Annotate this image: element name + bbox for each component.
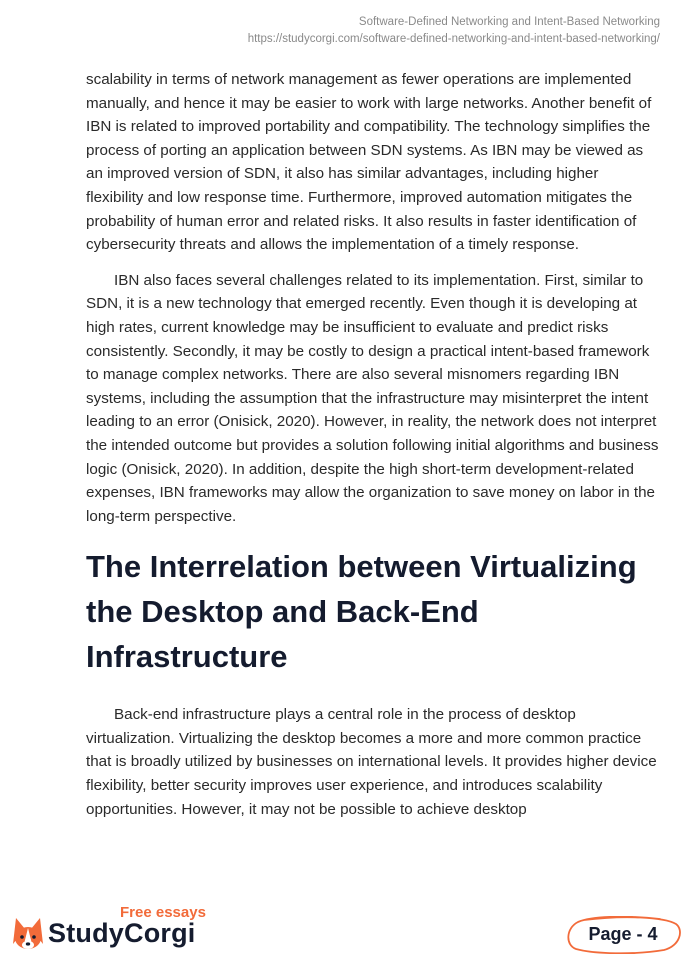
section-heading: The Interrelation between Virtualizing the Desktop and Back-End Infrastructure: [86, 549, 637, 675]
document-title: Software-Defined Networking and Intent-Based Networking: [358, 16, 660, 28]
corgi-icon: [10, 914, 46, 950]
logo-brand: StudyCorgi: [48, 918, 196, 948]
page-number-badge: [564, 916, 682, 954]
paragraph-2: IBN also faces several challenges related to its implementation. First, similar to SDN, it is a new technology that emerged recently. Even though it is developing at high rates, current knowledge may be insufficient to evaluate and predict risks consistently. Secondly, it may be costly to design a practical intent-based framework to manage complex networks. There are also several misnomers regarding IBN systems, including the assumption that the infrastructure may misinterpret the intent leading to an error (Onisick, 2020). However, in reality, the network does not interpret the intended outcome but provides a solution following initial algorithms and business logic (Onisick, 2020). In addition, despite the high short-term development-related expenses, IBN frameworks may allow the organization to save money on labor in the long-term perspective.: [86, 271, 659, 525]
page-number-label: Page - 4: [588, 924, 658, 944]
page-header: [248, 14, 660, 48]
studycorgi-logo[interactable]: [10, 894, 240, 954]
page-footer: [0, 894, 698, 964]
document-url[interactable]: https://studycorgi.com/software-defined-networking-and-intent-based-networking/: [247, 33, 660, 45]
document-body: [86, 68, 660, 833]
paragraph-3: Back-end infrastructure plays a central role in the process of desktop virtualization. Virtualizing the desktop becomes a more and more common practice that is broadly utilized by businesses on international levels. It provides higher device flexibility, better security improves user experience, and introduces scalability opportunities. However, it may not be possible to achieve desktop: [86, 706, 657, 818]
paragraph-1: scalability in terms of network management as fewer operations are implemented manually, and hence it may be easier to work with large networks. Another benefit of IBN is related to improved portability and compatibility. The technology simplifies the process of porting an application between SDN systems. As IBN may be viewed as an improved version of SDN, it also has similar advantages, including higher flexibility and low response time. Furthermore, improved automation mitigates the probability of human error and related risks. It also results in faster identification of cybersecurity threats and allows the implementation of a timely response.: [86, 71, 652, 254]
logo-tagline: Free essays: [120, 904, 206, 921]
